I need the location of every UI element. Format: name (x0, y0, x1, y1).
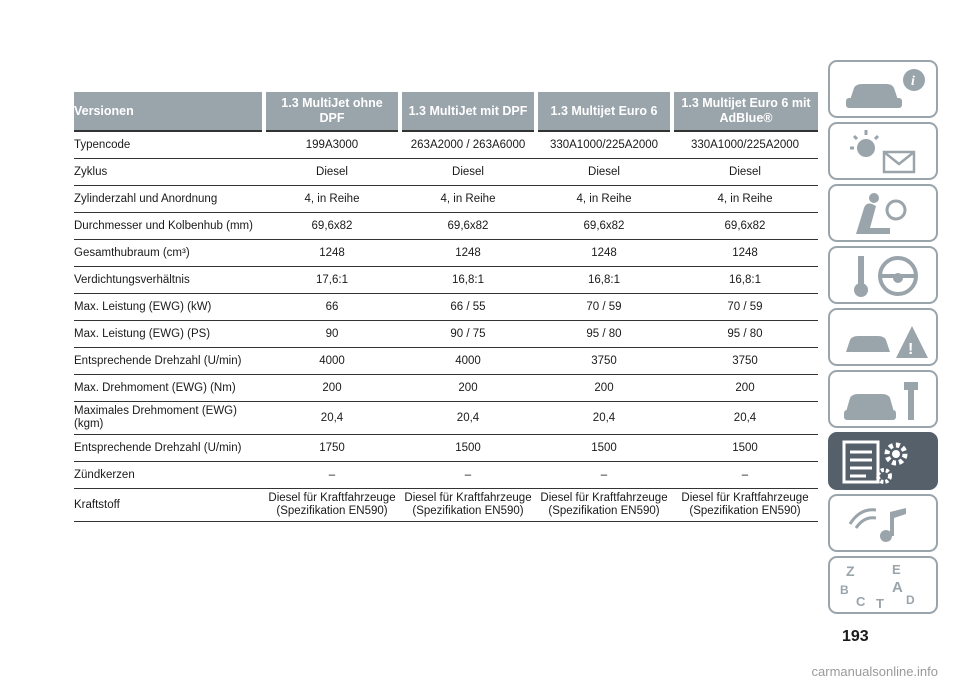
table-cell: 3750 (672, 348, 818, 375)
table-cell: 69,6x82 (264, 213, 400, 240)
table-cell: 69,6x82 (536, 213, 672, 240)
table-cell: 20,4 (536, 402, 672, 435)
row-label: Maximales Drehmoment (EWG) (kgm) (74, 402, 264, 435)
tab-starting-driving[interactable] (828, 246, 938, 304)
table-cell: 3750 (536, 348, 672, 375)
table-cell: Diesel (400, 159, 536, 186)
table-cell: 330A1000/225A2000 (672, 131, 818, 159)
table-cell: Diesel für Kraftfahrzeuge (Spezifikation EN590) (400, 489, 536, 522)
table-cell: 20,4 (264, 402, 400, 435)
alphabetical-index-icon (836, 562, 932, 610)
table-header-row (74, 92, 818, 131)
table-row (74, 435, 818, 462)
table-cell: 16,8:1 (400, 267, 536, 294)
row-label: Max. Leistung (EWG) (PS) (74, 321, 264, 348)
table-cell: – (400, 462, 536, 489)
technical-data-table (74, 92, 818, 522)
multimedia-music-icon (836, 500, 932, 548)
table-cell: 90 / 75 (400, 321, 536, 348)
table-row (74, 267, 818, 294)
table-cell: 4, in Reihe (536, 186, 672, 213)
tab-maintenance[interactable] (828, 370, 938, 428)
table-row (74, 240, 818, 267)
column-header-multijet-ohne-dpf: 1.3 MultiJet ohne DPF (264, 92, 400, 131)
row-label: Zyklus (74, 159, 264, 186)
table-cell: 4, in Reihe (400, 186, 536, 213)
row-label: Durchmesser und Kolbenhub (mm) (74, 213, 264, 240)
row-label: Max. Leistung (EWG) (kW) (74, 294, 264, 321)
page-number: 193 (842, 628, 869, 645)
table-cell: 1500 (400, 435, 536, 462)
table-cell: 17,6:1 (264, 267, 400, 294)
table-cell: 69,6x82 (672, 213, 818, 240)
index-letter: E (892, 562, 901, 577)
table-cell: 200 (264, 375, 400, 402)
table-cell: 4, in Reihe (264, 186, 400, 213)
table-cell: Diesel für Kraftfahrzeuge (Spezifikation EN590) (536, 489, 672, 522)
column-header-versionen: Versionen (74, 92, 264, 131)
column-header-multijet-mit-dpf: 1.3 MultiJet mit DPF (400, 92, 536, 131)
row-label: Entsprechende Drehzahl (U/min) (74, 348, 264, 375)
table-cell: 66 (264, 294, 400, 321)
table-row (74, 131, 818, 159)
index-letter: A (892, 579, 903, 596)
seat-airbag-icon (836, 190, 932, 238)
row-label: Zylinderzahl und Anordnung (74, 186, 264, 213)
row-label: Kraftstoff (74, 489, 264, 522)
technical-data-gear-icon (836, 438, 932, 486)
table-cell: 20,4 (672, 402, 818, 435)
table-cell: 20,4 (400, 402, 536, 435)
table-cell: 1248 (264, 240, 400, 267)
table-row (74, 321, 818, 348)
table-cell: 1248 (536, 240, 672, 267)
tab-technical-data[interactable] (828, 432, 938, 490)
table-cell: 263A2000 / 263A6000 (400, 131, 536, 159)
table-row (74, 348, 818, 375)
tab-warning-lights[interactable] (828, 122, 938, 180)
car-wrench-icon (836, 376, 932, 424)
table-cell: – (672, 462, 818, 489)
car-info-icon (836, 66, 932, 114)
table-row (74, 159, 818, 186)
svg-text:!: ! (908, 341, 914, 358)
table-row (74, 294, 818, 321)
row-label: Max. Drehmoment (EWG) (Nm) (74, 375, 264, 402)
table-cell: 95 / 80 (536, 321, 672, 348)
table-cell: Diesel für Kraftfahrzeuge (Spezifikation EN590) (264, 489, 400, 522)
tab-safety[interactable] (828, 184, 938, 242)
table-cell: 4, in Reihe (672, 186, 818, 213)
tab-emergency[interactable] (828, 308, 938, 366)
index-letter: T (876, 596, 884, 610)
table-cell: 69,6x82 (400, 213, 536, 240)
table-row (74, 375, 818, 402)
table-cell: Diesel (264, 159, 400, 186)
table-cell: 1248 (400, 240, 536, 267)
table-cell: 1750 (264, 435, 400, 462)
row-label: Verdichtungsverhältnis (74, 267, 264, 294)
table-cell: Diesel (536, 159, 672, 186)
table-cell: 66 / 55 (400, 294, 536, 321)
table-row (74, 462, 818, 489)
row-label: Entsprechende Drehzahl (U/min) (74, 435, 264, 462)
table-row (74, 489, 818, 522)
row-label: Gesamthubraum (cm³) (74, 240, 264, 267)
table-cell: 95 / 80 (672, 321, 818, 348)
table-body (74, 131, 818, 522)
tab-index[interactable] (828, 556, 938, 614)
key-steering-wheel-icon (836, 252, 932, 300)
table-cell: Diesel für Kraftfahrzeuge (Spezifikation EN590) (672, 489, 818, 522)
table-cell: 199A3000 (264, 131, 400, 159)
svg-text:i: i (911, 74, 915, 89)
row-label: Zündkerzen (74, 462, 264, 489)
table-cell: – (264, 462, 400, 489)
table-row (74, 402, 818, 435)
table-cell: 16,8:1 (672, 267, 818, 294)
row-label: Typencode (74, 131, 264, 159)
warning-light-message-icon (836, 128, 932, 176)
table-cell: 4000 (400, 348, 536, 375)
table-row (74, 186, 818, 213)
table-cell: 200 (672, 375, 818, 402)
table-cell: 200 (536, 375, 672, 402)
table-cell: 16,8:1 (536, 267, 672, 294)
index-letter: B (840, 583, 849, 597)
index-letter: D (906, 593, 915, 607)
car-warning-triangle-icon (836, 314, 932, 362)
table-cell: 90 (264, 321, 400, 348)
index-letter: C (856, 594, 866, 609)
tab-car-info[interactable] (828, 60, 938, 118)
table-row (74, 213, 818, 240)
table-cell: Diesel (672, 159, 818, 186)
column-header-multijet-euro6: 1.3 Multijet Euro 6 (536, 92, 672, 131)
column-header-multijet-euro6-adblue: 1.3 Multijet Euro 6 mit AdBlue® (672, 92, 818, 131)
table-cell: 1500 (672, 435, 818, 462)
table-cell: 4000 (264, 348, 400, 375)
table-cell: 330A1000/225A2000 (536, 131, 672, 159)
index-letter: Z (846, 563, 855, 579)
watermark-text: carmanualsonline.info (811, 664, 938, 679)
table-cell: 1248 (672, 240, 818, 267)
table-cell: 70 / 59 (536, 294, 672, 321)
table-cell: 1500 (536, 435, 672, 462)
table-cell: 200 (400, 375, 536, 402)
tab-multimedia[interactable] (828, 494, 938, 552)
table-cell: – (536, 462, 672, 489)
table-cell: 70 / 59 (672, 294, 818, 321)
